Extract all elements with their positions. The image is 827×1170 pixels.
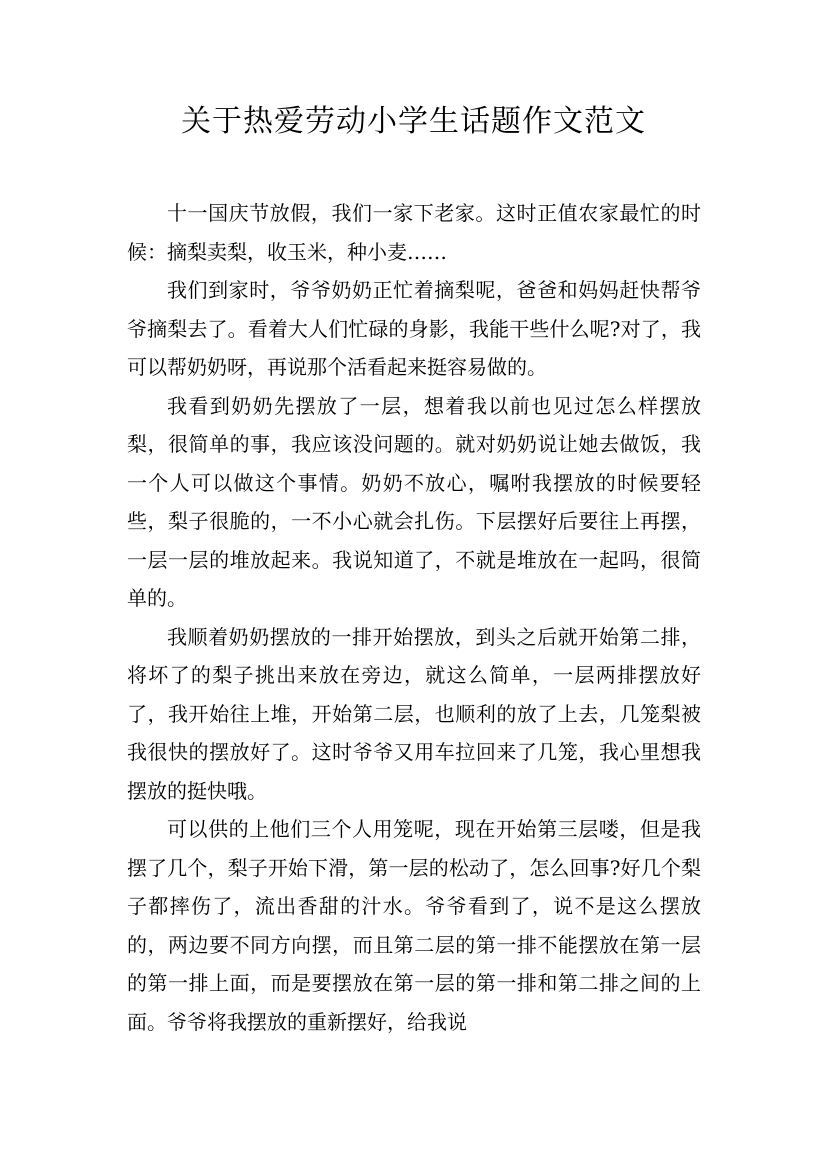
document-title: 关于热爱劳动小学生话题作文范文 xyxy=(181,104,646,139)
paragraph: 我们到家时，爷爷奶奶正忙着摘梨呢，爸爸和妈妈赶快帮爷爷摘梨去了。看着大人们忙碌的身影，我能干些什么呢?对了，我可以帮奶奶呀，再说那个活看起来挺容易做的。 xyxy=(127,278,701,379)
paragraph: 我顺着奶奶摆放的一排开始摆放，到头之后就开始第二排，将坏了的梨子挑出来放在旁边，就这么简单，一层两排摆放好了，我开始往上堆，开始第二层，也顺利的放了上去，几笼梨被我很快的摆放好了。这时爷爷又用车拉回来了几笼，我心里想我摆放的挺快哦。 xyxy=(127,624,701,803)
paragraph: 十一国庆节放假，我们一家下老家。这时正值农家最忙的时候：摘梨卖梨，收玉米，种小麦…… xyxy=(127,201,701,264)
paragraph: 我看到奶奶先摆放了一层，想着我以前也见过怎么样摆放梨，很简单的事，我应该没问题的。就对奶奶说让她去做饭，我一个人可以做这个事情。奶奶不放心，嘱咐我摆放的时候要轻些，梨子很脆的，一不小心就会扎伤。下层摆好后要往上再摆，一层一层的堆放起来。我说知道了，不就是堆放在一起吗，很简单的。 xyxy=(127,393,701,610)
document-body xyxy=(127,194,701,1041)
paragraph: 可以供的上他们三个人用笼呢，现在开始第三层喽，但是我摆了几个，梨子开始下滑，第一层的松动了，怎么回事?好几个梨子都摔伤了，流出香甜的汁水。爷爷看到了，说不是这么摆放的，两边要不同方向摆，而且第二层的第一排不能摆放在第一层的第一排上面，而是要摆放在第一层的第一排和第二排之间的上面。爷爷将我摆放的重新摆好，给我说 xyxy=(127,817,701,1034)
